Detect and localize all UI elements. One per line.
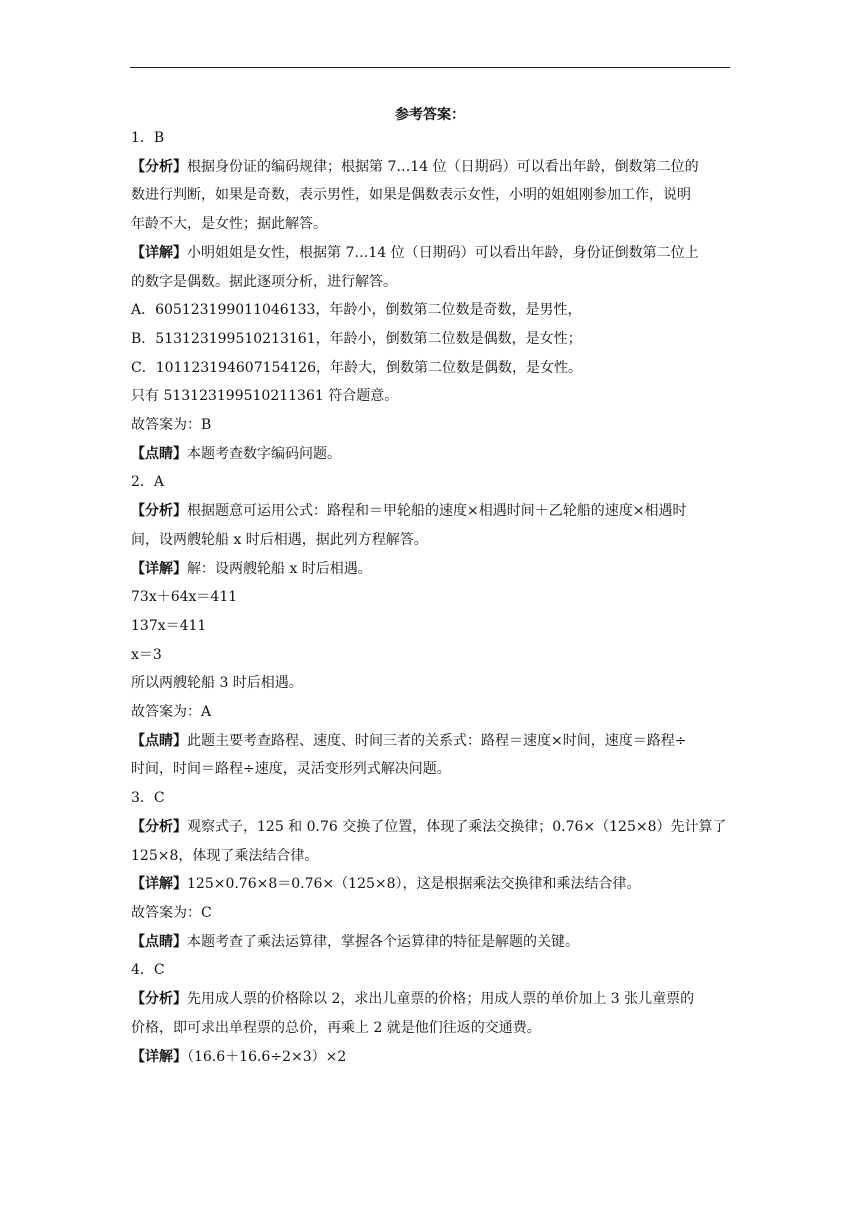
analysis-line [131,153,733,182]
comment-text: 本题考查数字编码问题。 [187,445,341,462]
detail-text: （16.6＋16.6÷2×3）×2 [187,1048,347,1065]
detail-line [131,870,733,899]
detail-text: 的数字是偶数。据此逐项分析，进行解答。 [131,273,397,290]
equation-text: x＝3 [131,646,162,663]
detail-line [131,1043,733,1072]
analysis-text: 先用成人票的价格除以 2，求出儿童票的价格；用成人票的单价加上 3 张儿童票的 [187,991,695,1008]
question-number: 1．B [131,130,165,146]
detail-tag: 【详解】 [131,1048,187,1065]
answer-content [131,124,733,1071]
comment-tag: 【点睛】 [131,732,187,749]
comment-tag: 【点睛】 [131,933,187,950]
question-number: 3．C [131,790,165,807]
detail-tag: 【详解】 [131,560,187,577]
analysis-text: 数进行判断，如果是奇数，表示男性，如果是偶数表示女性，小明的姐姐刚参加工作，说明 [131,187,691,204]
analysis-text: 价格，即可求出单程票的总价，再乘上 2 就是他们往返的交通费。 [131,1019,541,1036]
analysis-tag: 【分析】 [131,503,187,520]
detail-tag: 【详解】 [131,244,187,261]
comment-text: 本题考查了乘法运算律，掌握各个运算律的特征是解题的关键。 [187,933,579,950]
analysis-tag: 【分析】 [131,818,187,835]
analysis-tag: 【分析】 [131,991,187,1008]
analysis-text: 125×8，体现了乘法结合律。 [131,847,319,864]
detail-line [131,239,733,268]
question-number: 2．A [131,474,165,491]
answer-text: 故答案为：B [131,417,212,434]
detail-text: 解：设两艘轮船 x 时后相遇。 [187,560,372,577]
analysis-text: 根据身份证的编码规律；根据第 7…14 位（日期码）可以看出年龄，倒数第二位的 [187,158,699,175]
header-rule [130,67,730,68]
comment-line [131,928,733,957]
analysis-line [131,813,733,842]
body-text: C．101123194607154126，年龄大，倒数第二位数是偶数，是女性。 [131,359,583,376]
comment-line [131,727,733,756]
body-text: 只有 513123199510211361 符合题意。 [131,388,399,405]
page-title: 参考答案： [395,107,465,123]
body-text: A．605123199011046133，年龄小，倒数第二位数是奇数，是男性， [131,302,582,319]
analysis-line [131,985,733,1014]
equation-text: 137x＝411 [131,617,207,634]
question-number: 4．C [131,962,165,979]
comment-tag: 【点睛】 [131,445,187,462]
equation-text: 73x＋64x＝411 [131,589,238,606]
analysis-text: 年龄不大，是女性；据此解答。 [131,216,327,233]
detail-line [131,555,733,584]
analysis-text: 根据题意可运用公式：路程和＝甲轮船的速度×相遇时间＋乙轮船的速度×相遇时 [187,503,687,520]
detail-text: 125×0.76×8＝0.76×（125×8），这是根据乘法交换律和乘法结合律。 [187,876,641,893]
analysis-tag: 【分析】 [131,158,187,175]
comment-text: 时间，时间＝路程÷速度，灵活变形列式解决问题。 [131,761,451,778]
detail-text: 小明姐姐是女性，根据第 7…14 位（日期码）可以看出年龄，身份证倒数第二位上 [187,244,699,261]
analysis-text: 观察式子，125 和 0.76 交换了位置，体现了乘法交换律；0.76×（125×8）先计算了 [187,818,727,835]
body-text: B．513123199510213161，年龄小，倒数第二位数是偶数，是女性； [131,330,582,347]
answer-text: 故答案为：A [131,704,212,721]
body-text: 所以两艘轮船 3 时后相遇。 [131,675,303,692]
comment-text: 此题主要考查路程、速度、时间三者的关系式：路程＝速度×时间，速度＝路程÷ [187,732,687,749]
analysis-text: 间，设两艘轮船 x 时后相遇，据此列方程解答。 [131,531,428,548]
detail-tag: 【详解】 [131,876,187,893]
analysis-line [131,497,733,526]
comment-line [131,440,733,469]
answer-text: 故答案为：C [131,904,212,921]
